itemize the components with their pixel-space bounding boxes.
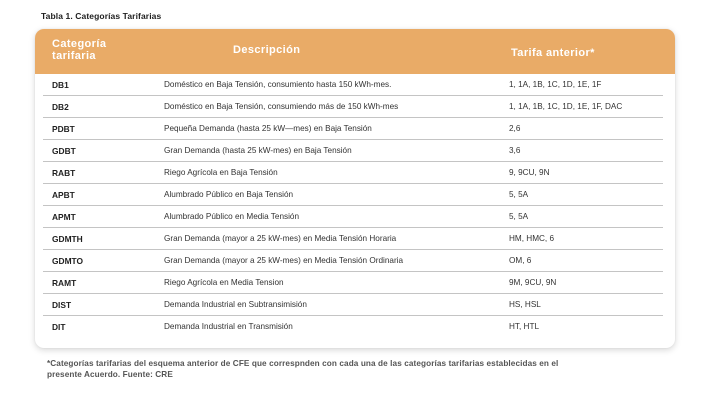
table-row xyxy=(35,118,675,140)
table-row xyxy=(35,272,675,294)
cell-description: Alumbrado Público en Baja Tensión xyxy=(164,190,294,199)
cell-description: Pequeña Demanda (hasta 25 kW—mes) en Baja Tensión xyxy=(164,124,372,133)
table-footnote: *Categorías tarifarias del esquema anterior de CFE que correspnden con cada una de las categorías tarifarias establecidas en el presente Acuerdo. Fuente: CRE xyxy=(47,359,559,379)
table-row xyxy=(35,250,675,272)
table-body xyxy=(35,74,675,338)
table-row xyxy=(35,140,675,162)
cell-tariff: 2,6 xyxy=(509,124,521,133)
table-row xyxy=(35,184,675,206)
table-row xyxy=(35,316,675,338)
cell-tariff: 9, 9CU, 9N xyxy=(509,168,550,177)
cell-tariff: HT, HTL xyxy=(509,322,540,331)
cell-category: RABT xyxy=(52,168,76,178)
table-row xyxy=(35,206,675,228)
cell-category: APBT xyxy=(52,190,75,200)
cell-category: GDBT xyxy=(52,146,76,156)
header-description: Descripción xyxy=(233,44,301,56)
cell-category: DB1 xyxy=(52,80,69,90)
cell-tariff: HS, HSL xyxy=(509,300,541,309)
cell-description: Doméstico en Baja Tensión, consumiento hasta 150 kWh-mes. xyxy=(164,80,392,89)
table-row xyxy=(35,74,675,96)
cell-tariff: 1, 1A, 1B, 1C, 1D, 1E, 1F xyxy=(509,80,602,89)
cell-category: PDBT xyxy=(52,124,75,134)
cell-category: DIST xyxy=(52,300,72,310)
cell-category: DB2 xyxy=(52,102,69,112)
table-row xyxy=(35,162,675,184)
header-tariff: Tarifa anterior* xyxy=(511,47,595,59)
tariff-table xyxy=(35,29,675,348)
table-row xyxy=(35,294,675,316)
header-category: Categoría tarifaria xyxy=(52,38,107,62)
cell-tariff: OM, 6 xyxy=(509,256,532,265)
cell-description: Alumbrado Público en Media Tensión xyxy=(164,212,300,221)
cell-tariff: 9M, 9CU, 9N xyxy=(509,278,557,287)
cell-tariff: 3,6 xyxy=(509,146,521,155)
cell-category: DIT xyxy=(52,322,66,332)
cell-description: Doméstico en Baja Tensión, consumiendo más de 150 kWh-mes xyxy=(164,102,399,111)
cell-description: Gran Demanda (mayor a 25 kW-mes) en Media Tensión Horaria xyxy=(164,234,397,243)
cell-description: Demanda Industrial en Transmisión xyxy=(164,322,293,331)
cell-tariff: HM, HMC, 6 xyxy=(509,234,555,243)
cell-category: APMT xyxy=(52,212,76,222)
table-caption: Tabla 1. Categorías Tarifarias xyxy=(41,11,162,21)
cell-tariff: 1, 1A, 1B, 1C, 1D, 1E, 1F, DAC xyxy=(509,102,623,111)
table-header xyxy=(35,29,675,74)
cell-description: Demanda Industrial en Subtransimisión xyxy=(164,300,307,309)
cell-tariff: 5, 5A xyxy=(509,190,529,199)
cell-description: Gran Demanda (mayor a 25 kW-mes) en Media Tensión Ordinaria xyxy=(164,256,404,265)
table-row xyxy=(35,96,675,118)
cell-tariff: 5, 5A xyxy=(509,212,529,221)
table-row xyxy=(35,228,675,250)
cell-description: Riego Agrícola en Baja Tensión xyxy=(164,168,278,177)
cell-category: GDMTH xyxy=(52,234,83,244)
cell-description: Riego Agrícola en Media Tension xyxy=(164,278,284,287)
cell-category: RAMT xyxy=(52,278,77,288)
cell-category: GDMTO xyxy=(52,256,84,266)
cell-description: Gran Demanda (hasta 25 kW-mes) en Baja Tensión xyxy=(164,146,352,155)
